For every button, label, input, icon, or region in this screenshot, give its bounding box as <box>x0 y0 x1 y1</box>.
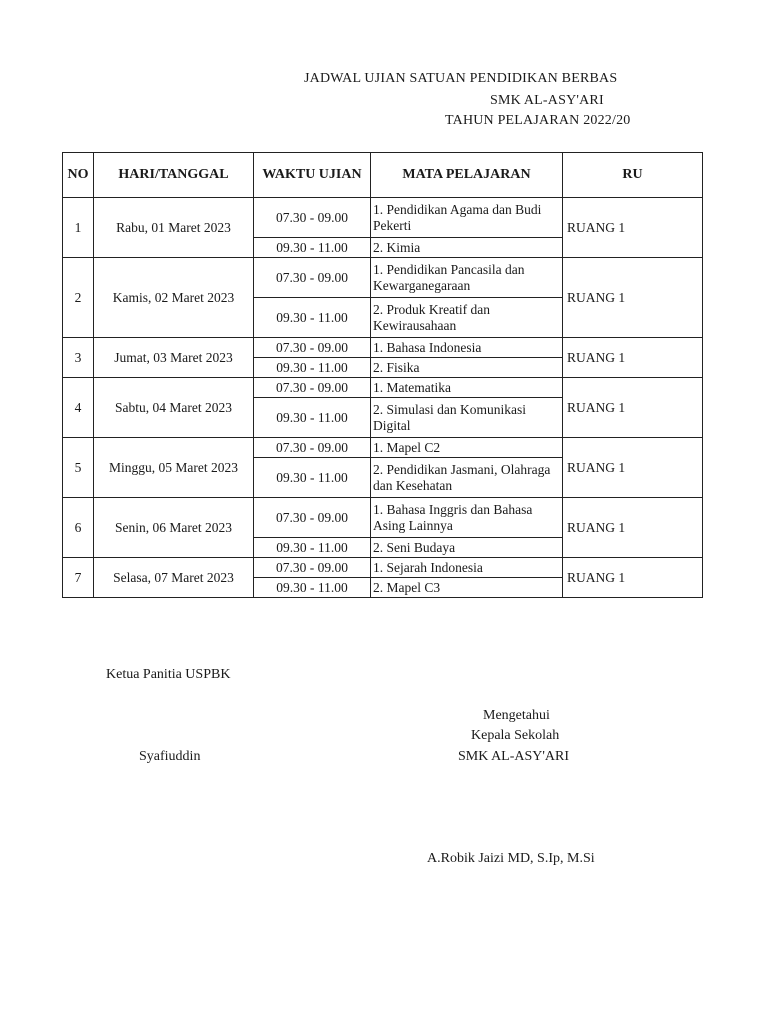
school-name: SMK AL-ASY'ARI <box>490 93 604 108</box>
column-header-subject: MATA PELAJARAN <box>371 153 563 198</box>
exam-date: Selasa, 07 Maret 2023 <box>94 558 254 598</box>
exam-subject: 1. Bahasa Inggris dan Bahasa Asing Lainnya <box>371 498 563 538</box>
exam-room: RUANG 1 <box>563 438 703 498</box>
exam-time: 07.30 - 09.00 <box>254 438 371 458</box>
exam-subject: 2. Pendidikan Jasmani, Olahraga dan Kesehatan <box>371 458 563 498</box>
exam-room: RUANG 1 <box>563 378 703 438</box>
exam-room: RUANG 1 <box>563 258 703 338</box>
acknowledged-label: Mengetahui <box>483 708 550 723</box>
exam-date: Minggu, 05 Maret 2023 <box>94 438 254 498</box>
signature-school-name: SMK AL-ASY'ARI <box>458 749 570 764</box>
exam-subject: 2. Fisika <box>371 358 563 378</box>
exam-subject: 2. Produk Kreatif dan Kewirausahaan <box>371 298 563 338</box>
exam-subject: 2. Seni Budaya <box>371 538 563 558</box>
exam-room: RUANG 1 <box>563 498 703 558</box>
exam-date: Sabtu, 04 Maret 2023 <box>94 378 254 438</box>
exam-room: RUANG 1 <box>563 198 703 258</box>
table-row <box>63 198 703 238</box>
column-header-day: HARI/TANGGAL <box>94 153 254 198</box>
table-body <box>63 198 703 598</box>
exam-subject: 1. Mapel C2 <box>371 438 563 458</box>
exam-subject: 1. Pendidikan Agama dan Budi Pekerti <box>371 198 563 238</box>
row-number: 1 <box>63 198 94 258</box>
exam-time: 07.30 - 09.00 <box>254 378 371 398</box>
exam-time: 09.30 - 11.00 <box>254 358 371 378</box>
exam-date: Rabu, 01 Maret 2023 <box>94 198 254 258</box>
exam-subject: 1. Matematika <box>371 378 563 398</box>
table-row <box>63 438 703 458</box>
exam-time: 07.30 - 09.00 <box>254 198 371 238</box>
exam-date: Kamis, 02 Maret 2023 <box>94 258 254 338</box>
document-title: JADWAL UJIAN SATUAN PENDIDIKAN BERBAS <box>304 71 618 86</box>
exam-time: 07.30 - 09.00 <box>254 498 371 538</box>
column-header-time: WAKTU UJIAN <box>254 153 371 198</box>
committee-title: Ketua Panitia USPBK <box>106 667 231 682</box>
exam-room: RUANG 1 <box>563 338 703 378</box>
exam-time: 09.30 - 11.00 <box>254 538 371 558</box>
exam-subject: 2. Simulasi dan Komunikasi Digital <box>371 398 563 438</box>
exam-time: 09.30 - 11.00 <box>254 298 371 338</box>
exam-subject: 2. Kimia <box>371 238 563 258</box>
committee-chair-name: Syafiuddin <box>139 749 201 764</box>
exam-subject: 1. Sejarah Indonesia <box>371 558 563 578</box>
table-header-row <box>63 153 703 198</box>
exam-subject: 1. Bahasa Indonesia <box>371 338 563 358</box>
column-header-room: RU <box>563 153 703 198</box>
exam-date: Jumat, 03 Maret 2023 <box>94 338 254 378</box>
table-row <box>63 498 703 538</box>
exam-time: 09.30 - 11.00 <box>254 578 371 598</box>
table-row <box>63 378 703 398</box>
row-number: 6 <box>63 498 94 558</box>
row-number: 5 <box>63 438 94 498</box>
row-number: 2 <box>63 258 94 338</box>
table-row <box>63 558 703 578</box>
exam-time: 09.30 - 11.00 <box>254 458 371 498</box>
academic-year: TAHUN PELAJARAN 2022/20 <box>445 113 631 128</box>
exam-time: 09.30 - 11.00 <box>254 238 371 258</box>
row-number: 4 <box>63 378 94 438</box>
principal-name: A.Robik Jaizi MD, S.Ip, M.Si <box>427 851 595 866</box>
table-row <box>63 258 703 298</box>
row-number: 7 <box>63 558 94 598</box>
exam-subject: 1. Pendidikan Pancasila dan Kewarganegaraan <box>371 258 563 298</box>
exam-time: 07.30 - 09.00 <box>254 558 371 578</box>
exam-date: Senin, 06 Maret 2023 <box>94 498 254 558</box>
exam-subject: 2. Mapel C3 <box>371 578 563 598</box>
column-header-no: NO <box>63 153 94 198</box>
exam-schedule-table <box>62 152 703 598</box>
exam-time: 07.30 - 09.00 <box>254 258 371 298</box>
principal-title: Kepala Sekolah <box>471 728 560 743</box>
exam-time: 07.30 - 09.00 <box>254 338 371 358</box>
table-row <box>63 338 703 358</box>
exam-room: RUANG 1 <box>563 558 703 598</box>
exam-time: 09.30 - 11.00 <box>254 398 371 438</box>
row-number: 3 <box>63 338 94 378</box>
